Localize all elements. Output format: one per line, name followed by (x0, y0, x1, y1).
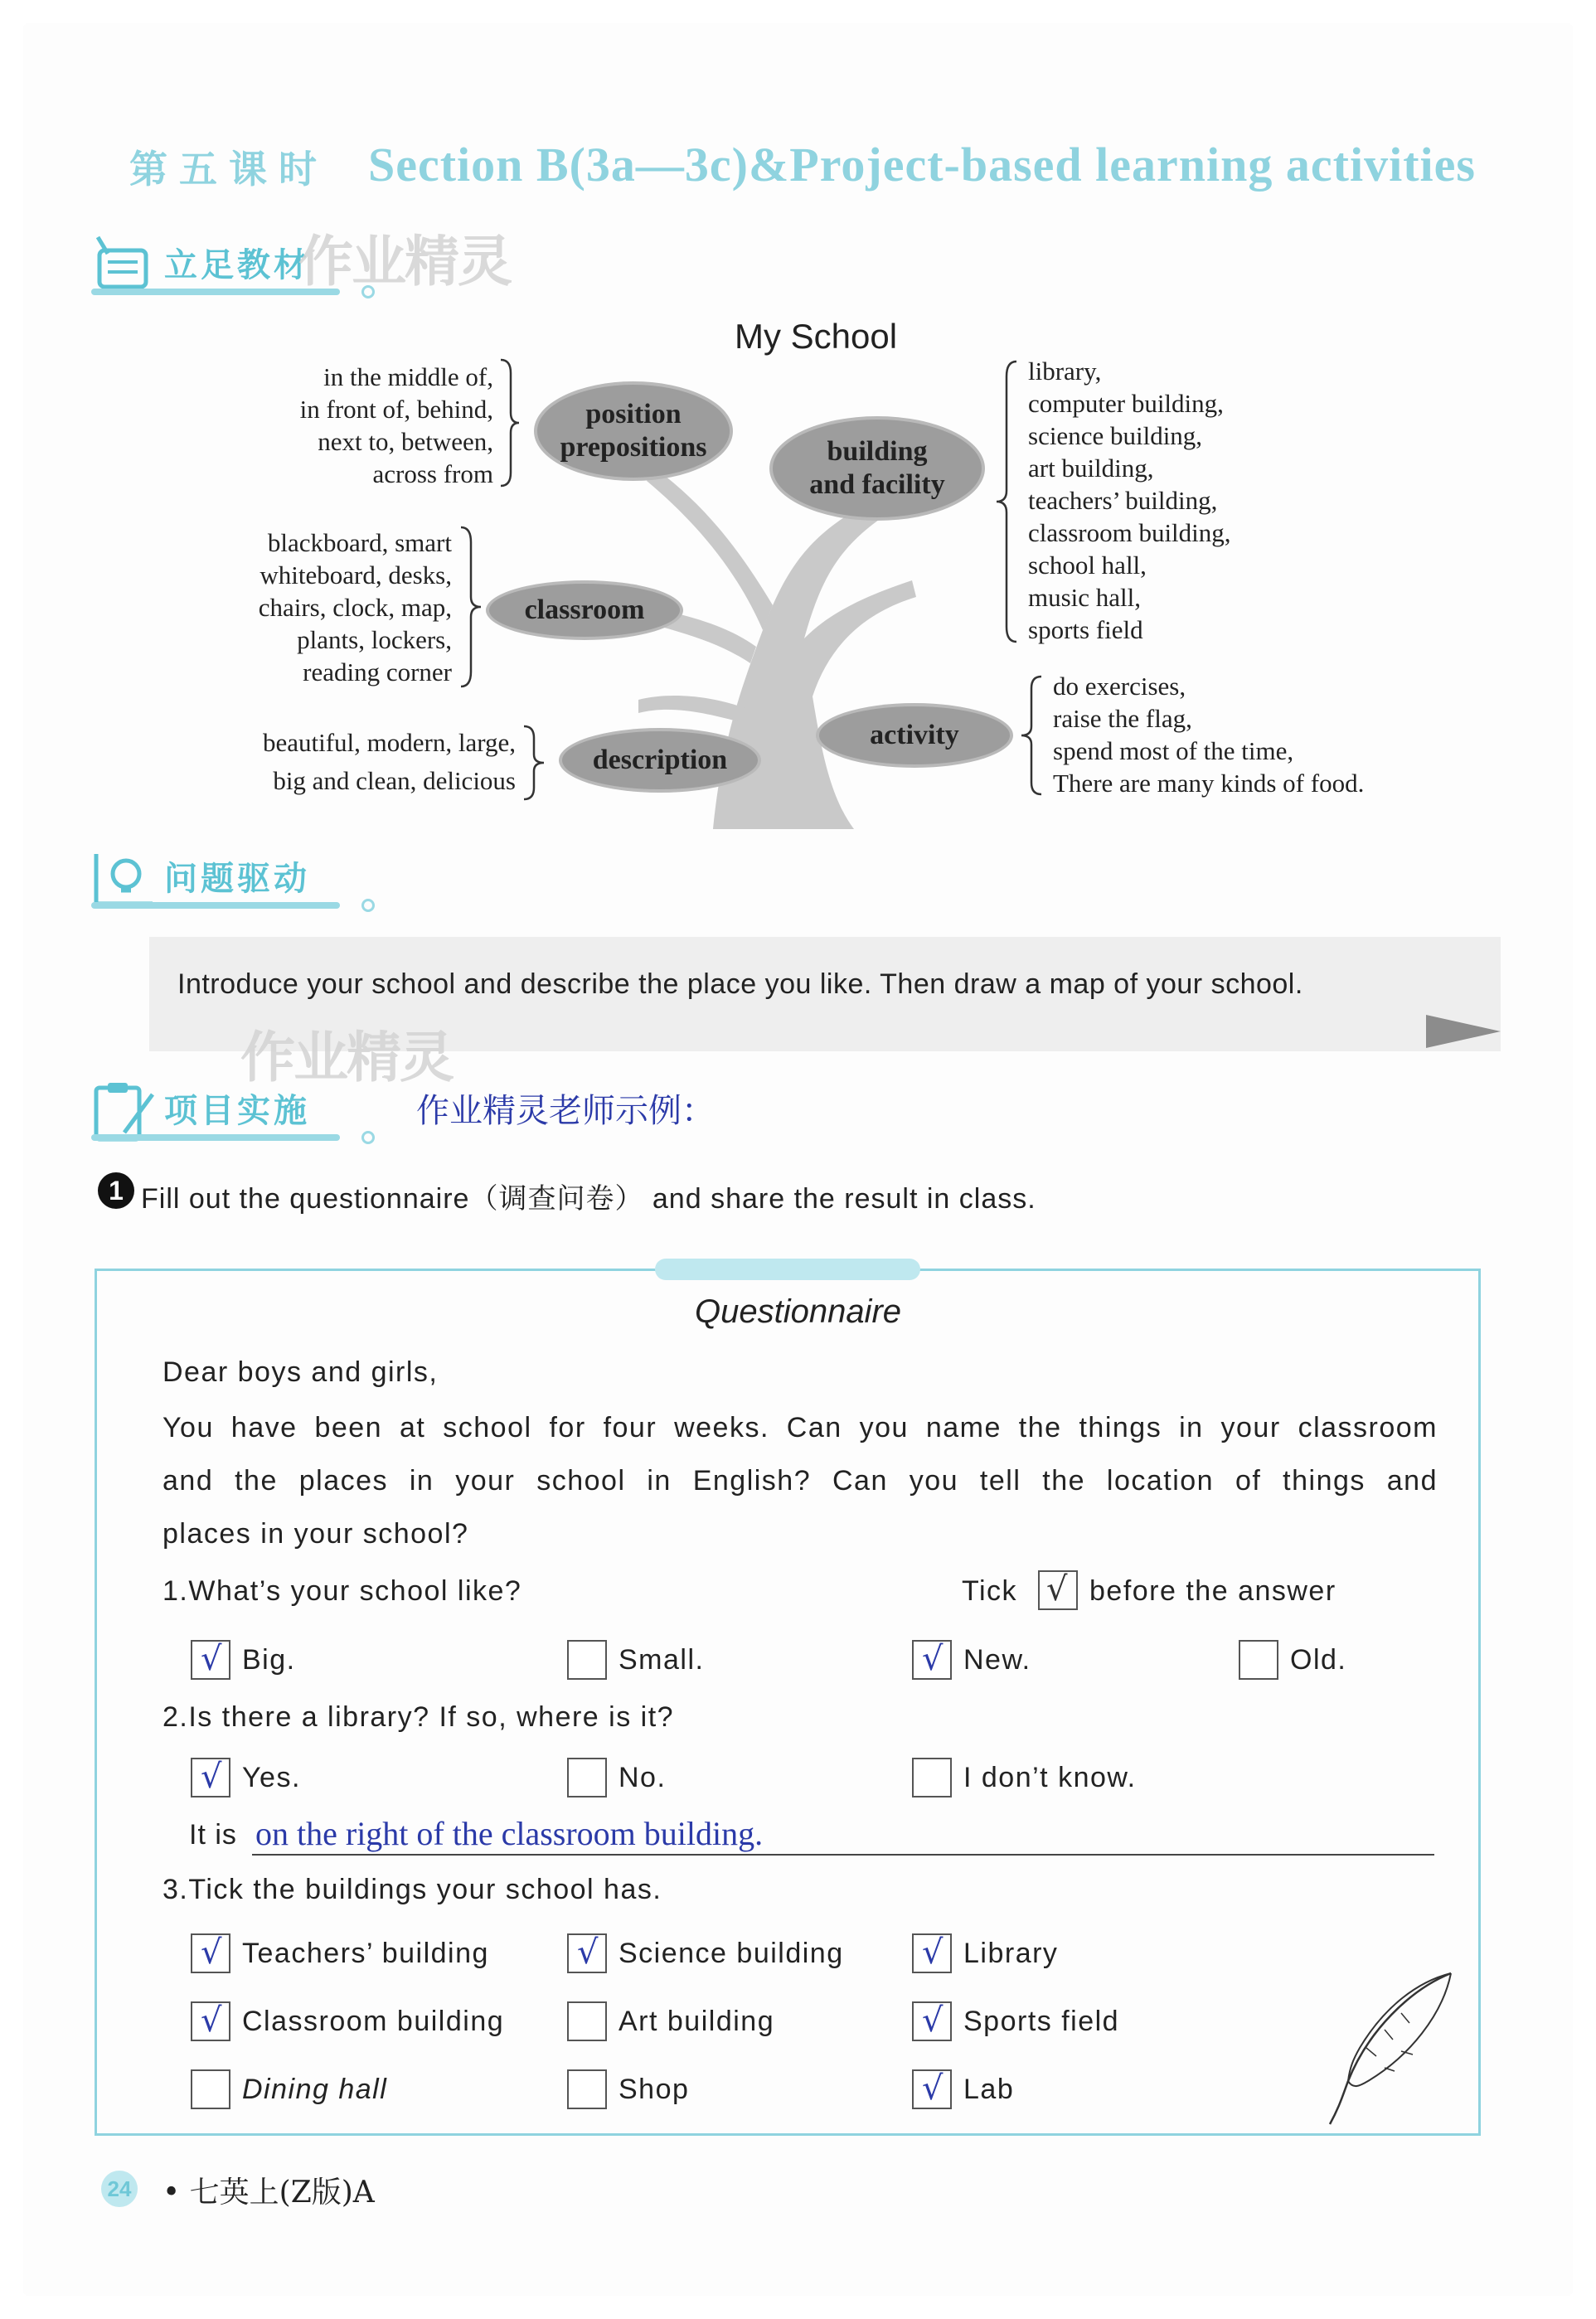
section-underline (91, 902, 340, 909)
word: big and clean, delicious (273, 766, 516, 795)
word: computer building, (1028, 389, 1224, 418)
tick-icon: √ (922, 2001, 944, 2040)
option-label: Art building (619, 2005, 775, 2037)
brace-right (458, 524, 484, 690)
section-dot (361, 899, 375, 912)
word: in the middle of, (323, 362, 493, 391)
q2-option-no[interactable] (567, 1754, 666, 1801)
footer-book-title: • 七英上(Z版)A (163, 2176, 375, 2210)
section-title: 问题驱动 (164, 860, 310, 898)
watermark: 作业精灵 (240, 1026, 453, 1089)
checkbox[interactable] (912, 2001, 952, 2041)
word: whiteboard, desks, (260, 560, 452, 589)
section-dot (361, 1131, 375, 1144)
checkbox[interactable] (567, 2001, 607, 2041)
tick-icon: √ (201, 1933, 222, 1972)
q1-option-new[interactable] (912, 1637, 1031, 1683)
questionnaire-title: Questionnaire (694, 1293, 902, 1330)
section-header-project (91, 1078, 357, 1147)
word: library, (1028, 357, 1102, 386)
option-label: Science building (619, 1937, 844, 1969)
answer-prefix: It is (189, 1819, 237, 1851)
word: beautiful, modern, large, (262, 728, 516, 757)
page-number: 24 (101, 2171, 138, 2207)
node-label: activity (870, 720, 959, 750)
node-label: position prepositions (560, 399, 707, 463)
checkbox[interactable] (567, 1758, 607, 1797)
q3-option-teachers-building[interactable] (191, 1930, 489, 1977)
option-label: Sports field (963, 2005, 1120, 2037)
q3-option-art-building[interactable] (567, 1998, 774, 2045)
q1-option-big[interactable] (191, 1637, 296, 1683)
checkbox[interactable] (191, 1640, 230, 1680)
question-3: 3.Tick the buildings your school has. (163, 1874, 662, 1905)
checkbox[interactable] (567, 1933, 607, 1973)
feather-icon (1318, 1965, 1459, 2131)
brace-left (993, 358, 1020, 645)
checkbox[interactable] (191, 2069, 230, 2109)
question-2: 2.Is there a library? If so, where is it? (163, 1701, 675, 1733)
q2-option-yes[interactable] (191, 1754, 301, 1801)
tick-icon: √ (922, 1933, 944, 1972)
handwritten-answer[interactable]: on the right of the classroom building. (255, 1815, 764, 1852)
task-text: Introduce your school and describe the place you like. Then draw a map of your school. (177, 968, 1303, 1000)
checkbox[interactable] (191, 1758, 230, 1797)
word: next to, between, (318, 427, 493, 456)
tick-icon: √ (201, 1758, 222, 1796)
option-label: Dining hall (242, 2073, 388, 2105)
node-activity (819, 706, 1010, 764)
lesson-label: 第五课时 (129, 147, 328, 192)
node-label: building and facility (809, 436, 945, 500)
checkbox[interactable] (191, 2001, 230, 2041)
checkbox[interactable] (912, 1933, 952, 1973)
intro-line: You have been at school for four weeks. Can you name the things in your classroom (163, 1412, 1438, 1443)
option-label: Small. (619, 1643, 705, 1676)
checkbox[interactable] (191, 1933, 230, 1973)
section-header-problem (91, 846, 357, 915)
tick-icon: √ (201, 1640, 222, 1678)
watermark: 作业精灵 (298, 230, 511, 294)
option-label: Big. (242, 1643, 296, 1676)
q1-option-small[interactable] (567, 1637, 704, 1683)
option-label: Library (963, 1937, 1059, 1969)
option-label: Teachers’ building (242, 1937, 489, 1969)
tick-icon: √ (577, 1933, 599, 1972)
word: plants, lockers, (297, 625, 452, 654)
checkbox[interactable] (567, 1640, 607, 1680)
q3-option-classroom-building[interactable] (191, 1998, 504, 2045)
option-label: Classroom building (242, 2005, 505, 2037)
word: do exercises, (1053, 672, 1186, 701)
tick-hint-suffix: before the answer (1089, 1575, 1336, 1607)
intro-line: places in your school? (163, 1518, 469, 1550)
word: reading corner (303, 657, 452, 686)
q1-option-old[interactable] (1239, 1637, 1346, 1683)
tick-icon: √ (922, 1640, 944, 1678)
word: across from (372, 459, 493, 488)
option-label: I don’t know. (963, 1761, 1137, 1793)
node-description (562, 731, 758, 789)
q3-option-lab[interactable] (912, 2066, 1014, 2113)
word: school hall, (1028, 551, 1147, 580)
option-label: Shop (619, 2073, 690, 2105)
brace-left (1018, 673, 1045, 798)
step-instruction: Fill out the questionnaire（调查问卷） and share the result in class. (141, 1183, 1036, 1215)
intro-line: and the places in your school in English? Can you tell the location of things and (163, 1465, 1438, 1497)
intro-paragraph (163, 1401, 1438, 1560)
questionnaire-tab (655, 1259, 920, 1280)
checkbox[interactable] (912, 2069, 952, 2109)
q3-option-dining-hall[interactable] (191, 2066, 387, 2113)
section-title: 项目实施 (164, 1092, 310, 1130)
word: chairs, clock, map, (258, 593, 452, 622)
word: art building, (1028, 454, 1154, 483)
tick-icon: √ (922, 2069, 944, 2108)
word: science building, (1028, 421, 1203, 450)
brace-right (521, 723, 547, 803)
section-underline (91, 1134, 340, 1141)
checkbox[interactable] (1239, 1640, 1278, 1680)
word: raise the flag, (1053, 704, 1192, 733)
q3-option-science-building[interactable] (567, 1930, 844, 1977)
brace-right (497, 357, 522, 489)
option-label: No. (619, 1761, 667, 1793)
question-1: 1.What’s your school like? (163, 1575, 522, 1607)
q2-option-dont-know[interactable] (912, 1754, 1137, 1801)
word: teachers’ building, (1028, 486, 1218, 515)
tick-example-box (1038, 1570, 1078, 1610)
word: spend most of the time, (1053, 736, 1294, 765)
q3-option-library[interactable] (912, 1930, 1058, 1977)
tick-icon: √ (1046, 1570, 1068, 1608)
word: music hall, (1028, 583, 1142, 612)
option-label: New. (963, 1643, 1031, 1676)
checkbox[interactable] (567, 2069, 607, 2109)
node-position-prepositions (537, 385, 730, 478)
word: blackboard, smart (267, 528, 452, 557)
answer-line (252, 1854, 1434, 1856)
checkbox[interactable] (912, 1758, 952, 1797)
mindmap-title: My School (735, 317, 898, 356)
word: There are many kinds of food. (1053, 769, 1365, 798)
node-building-facility (773, 420, 982, 517)
word: in front of, behind, (299, 395, 493, 424)
step-number: 1 (98, 1172, 134, 1209)
q3-option-shop[interactable] (567, 2066, 689, 2113)
word: sports field (1028, 615, 1143, 644)
lesson-title: Section B(3a—3c)&Project-based learning activities (368, 138, 1476, 192)
checkbox[interactable] (912, 1640, 952, 1680)
node-label: description (592, 745, 728, 775)
option-label: Yes. (242, 1761, 301, 1793)
option-label: Lab (963, 2073, 1015, 2105)
section-title: 立足教材 (164, 246, 310, 284)
q3-option-sports-field[interactable] (912, 1998, 1119, 2045)
classroom-word-list (166, 526, 452, 688)
greeting: Dear boys and girls, (163, 1356, 439, 1388)
description-word-list (166, 724, 516, 800)
node-label: classroom (524, 594, 645, 625)
word: classroom building, (1028, 518, 1231, 547)
activity-word-list (1053, 670, 1517, 799)
arrow-icon (1426, 1015, 1501, 1048)
position-word-list (207, 361, 493, 490)
building-word-list (1028, 355, 1310, 646)
option-label: Old. (1290, 1643, 1347, 1676)
tick-hint-prefix: Tick (962, 1575, 1018, 1607)
node-classroom (489, 584, 680, 637)
teacher-example-label: 作业精灵老师示例： (416, 1092, 715, 1130)
tick-icon: √ (201, 2001, 222, 2040)
